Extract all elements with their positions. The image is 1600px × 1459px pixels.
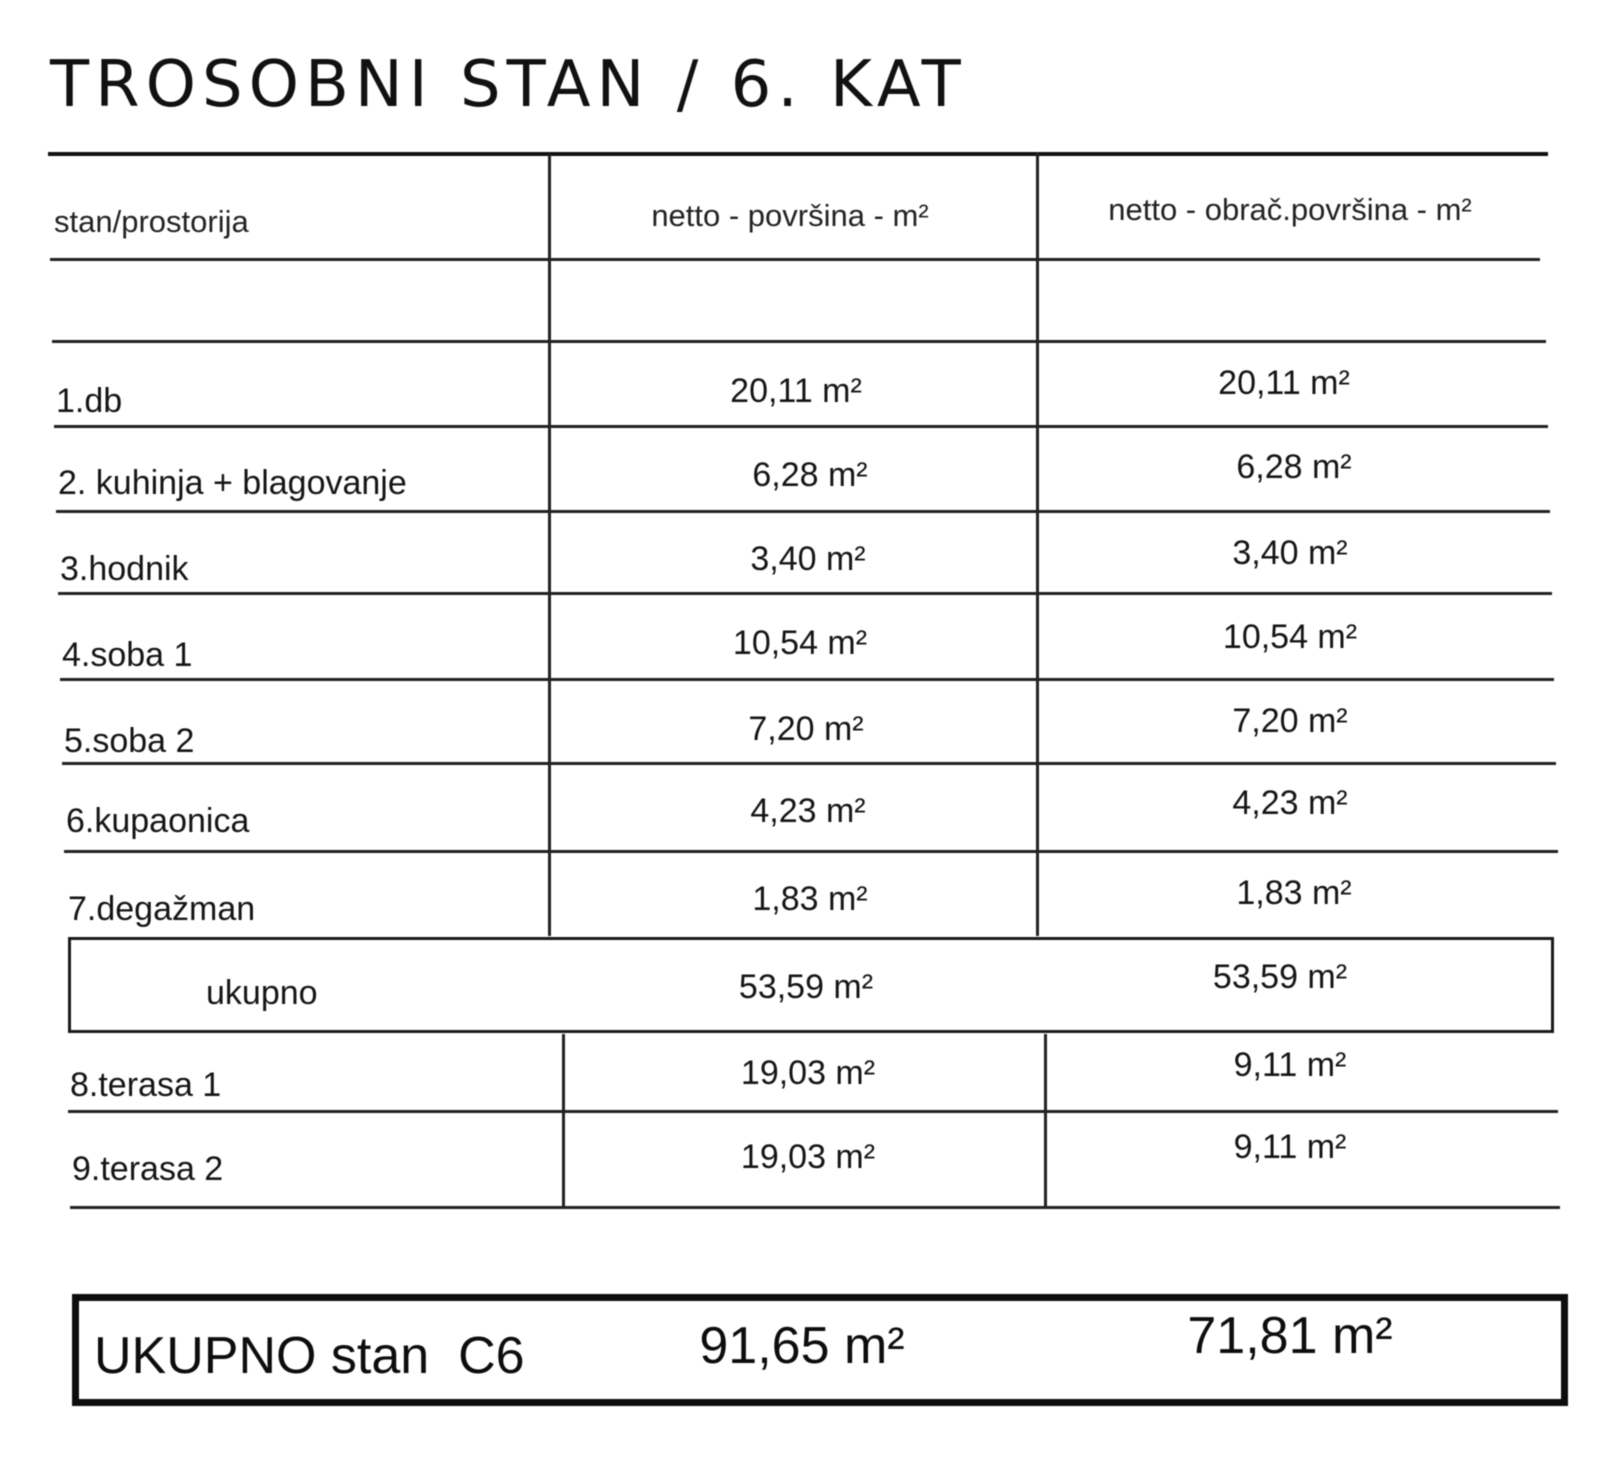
room-net-area: 6,28 m²: [752, 456, 868, 494]
terrace-calc-area: 9,11 m²: [1233, 1046, 1347, 1084]
terrace-net-area: 19,03 m²: [740, 1054, 876, 1092]
room-name: 4.soba 1: [62, 636, 193, 674]
room-name: 5.soba 2: [64, 722, 195, 760]
room-calc-area: 10,54 m²: [1222, 618, 1358, 656]
room-net-area: 7,20 m²: [748, 710, 864, 748]
room-net-area: 4,23 m²: [750, 792, 866, 830]
row-rule: [52, 340, 1546, 343]
subtotal-label: ukupno: [206, 974, 318, 1012]
row-rule: [64, 850, 1558, 853]
room-name: 3.hodnik: [60, 550, 189, 588]
room-name: 1.db: [56, 382, 123, 420]
column-divider: [548, 154, 551, 936]
page-title: TROSOBNI STAN / 6. KAT: [50, 48, 967, 122]
room-net-area: 1,83 m²: [752, 880, 868, 918]
subtotal-net-area: 53,59 m²: [738, 968, 874, 1006]
room-name: 2. kuhinja + blagovanje: [58, 464, 407, 502]
room-calc-area: 1,83 m²: [1236, 874, 1352, 912]
row-rule: [68, 1110, 1558, 1113]
column-header-net-area: netto - površina - m²: [651, 198, 929, 233]
terrace-name: 9.terasa 2: [72, 1150, 224, 1188]
table-top-rule: [48, 152, 1548, 156]
subtotal-calc-area: 53,59 m²: [1212, 958, 1348, 996]
grand-total-net-area: 91,65 m²: [699, 1317, 905, 1375]
grand-total-label: UKUPNO stan C6: [94, 1327, 525, 1385]
room-calc-area: 20,11 m²: [1218, 364, 1350, 402]
row-rule: [60, 678, 1554, 681]
header-bottom-rule: [50, 258, 1540, 261]
table-bottom-rule: [70, 1206, 1560, 1209]
terrace-calc-area: 9,11 m²: [1233, 1128, 1347, 1166]
row-rule: [62, 762, 1556, 765]
terrace-name: 8.terasa 1: [70, 1066, 222, 1104]
column-header-room: stan/prostorija: [54, 204, 249, 239]
row-rule: [58, 592, 1552, 595]
room-net-area: 10,54 m²: [732, 624, 868, 662]
column-header-net-calc-area: netto - obrač.površina - m²: [1108, 192, 1472, 227]
room-net-area: 20,11 m²: [730, 372, 862, 410]
room-name: 7.degažman: [68, 890, 256, 928]
room-calc-area: 7,20 m²: [1232, 702, 1348, 740]
room-calc-area: 4,23 m²: [1232, 784, 1348, 822]
column-divider: [1036, 152, 1039, 936]
room-calc-area: 6,28 m²: [1236, 448, 1352, 486]
room-calc-area: 3,40 m²: [1232, 534, 1348, 572]
row-rule: [56, 510, 1550, 513]
room-name: 6.kupaonica: [66, 802, 250, 840]
room-net-area: 3,40 m²: [750, 540, 866, 578]
column-divider: [1044, 1034, 1047, 1208]
column-divider: [562, 1034, 565, 1208]
row-rule: [54, 425, 1548, 428]
terrace-net-area: 19,03 m²: [740, 1138, 876, 1176]
grand-total-calc-area: 71,81 m²: [1187, 1307, 1393, 1365]
